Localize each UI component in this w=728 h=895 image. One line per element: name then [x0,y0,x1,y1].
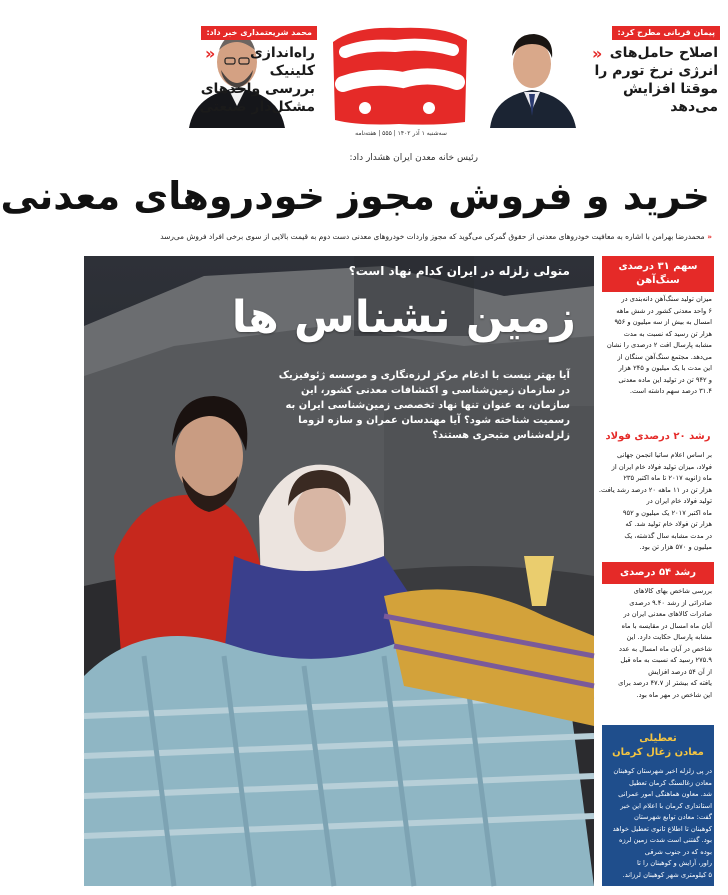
photo-story-line: در سازمان زمین‌شناسی و اکتشافات معدنی کشور، این [300,385,570,396]
sidebar-item-headline [602,562,714,584]
lead-text: محمدرضا بهرامن با اشاره به معافیت خودروهای معدنی از حقوق گمرکی می‌گوید که مجوز واردات خودروهای معدنی دست دوم به قیمت بالایی از سوی برخی افراد فروش می‌رسد [160,232,705,241]
chevron-icon: « [704,232,712,241]
sidebar-body-line: کوهبنان تا اطلاع ثانوی تعطیل خواهد [612,824,712,833]
sidebar-headline-line: رشد ۲۰ درصدی فولاد [605,431,711,442]
sidebar-item-body [598,448,714,554]
photo-story-kicker: متولی زلزله در ایران کدام نهاد است؟ [348,264,570,278]
sidebar-body-line: ۶ واحد معدنی کشور در شش ماهه [616,306,712,315]
teaser-right[interactable] [480,20,720,130]
sidebar-headline-line: رشد ۵۴ درصدی [619,567,697,578]
sidebar-body-line: شد. معاون هماهنگی امور عمرانی [618,790,712,798]
sidebar-headline-line: سهم ۳۱ درصدی [618,261,698,272]
sidebar-body-line: بررسی شاخص بهای کالاهای [633,587,712,595]
photo-story-body [278,368,570,443]
sidebar-headline-line: معادن زغال کرمان [612,747,704,758]
teaser-left[interactable] [77,20,317,130]
sidebar-body-line: ۲۷۵.۹ رسید که نسبت به ماه قبل [620,656,712,664]
sidebar-body-line: صادراتی از رشد ۹.۴۰ درصدی [629,598,712,607]
teaser-left-line: مشکل‌دار صنعتی [199,99,315,115]
sidebar-body-line: میزان تولید سنگ‌آهن دانه‌بندی در [621,295,712,303]
teaser-right-line: اصلاح حامل‌های [609,45,718,61]
sidebar-item[interactable] [602,728,714,881]
teaser-right-kicker: پیمان قربانی مطرح کرد: [612,26,720,40]
sidebar-body-line: استانداری کرمان با اعلام این خبر [620,801,712,810]
sidebar-body-line: معادن زغالسنگ کرمان تعطیل [629,778,712,787]
sidebar-body-line: می‌دهد. مجتمع سنگ‌آهن سنگان از [617,352,712,361]
sidebar-item[interactable] [602,256,714,398]
sidebar-body-line: راور، آرایش و کوهبنان را تا [636,859,712,867]
sidebar-body-line: یافته که بیشتر از ۴۷.۷ درصد برای [618,679,712,687]
sidebar-body-line: هزار تن در ۱۱ ماهه ۲۰ درصد رشد یافت. [598,485,712,494]
chevron-icon: « [205,44,216,63]
sidebar-body-line: شاخص در آبان ماه امسال به عدد [619,644,712,653]
lead-headline[interactable]: خرید و فروش مجوز خودروهای معدنی [0,174,710,218]
sidebar-body-line: ماه اکتبر ۲۰۱۷ یک میلیون و ۹۵۲ [622,508,712,517]
main-photo-story[interactable] [84,256,594,886]
teaser-right-photo [480,20,585,128]
sidebar-item-headline [602,426,714,448]
sidebar-body-line: این شاخص در مهر ماه بود. [636,690,712,699]
photo-story-line: زلزله‌شناس متبحری هستند؟ [432,430,570,441]
sidebar-body-line: ۳۱.۴ درصد سهم داشته است. [629,387,712,395]
sidebar-body-line: از آن ۵۴ درصد افزایش [648,667,712,676]
photo-story-title: زمین‌ نشناس‌ ها [231,292,576,343]
sidebar-headline-line: تعطیلی [639,733,677,744]
sidebar-body-line: مشابه پارسال افت ۲ درصدی را نشان [606,341,712,349]
lead-summary [84,232,712,241]
teaser-right-line: موقتا افزایش [623,81,718,97]
teaser-right-title [590,44,718,116]
sidebar-body-line: این مدت با یک میلیون و ۲۴۵ هزار [618,364,712,372]
sidebar-item-body [602,584,714,701]
sidebar-body-line: صادرات کالاهای معدنی ایران در [623,610,712,618]
teaser-left-line: کلینیک [269,63,315,79]
sidebar-body-line: ۵ کیلومتری شهر کوهبنان لرزاند. [622,870,712,879]
sidebar-item[interactable] [598,426,714,554]
masthead-logo[interactable] [325,22,473,132]
sidebar-body-line: امسال به بیش از سه میلیون و ۹۵۶ [614,318,712,326]
dateline: سه‌شنبه ۱ آذر ۱۴۰۲ | ۵۵۵ | هفته‌نامه [355,130,447,137]
sidebar-body-line: فولاد، میزان تولید فولاد خام ایران از [611,462,712,471]
sidebar-item-headline [602,256,714,292]
photo-story-line: سازمان، به عنوان تنها نهاد تخصصی زمین‌شناسی ایران به [285,400,570,411]
teaser-right-line: می‌دهد [670,99,718,115]
sidebar-item-body [602,764,714,881]
sidebar-item-headline [602,728,714,764]
lead-supertitle: رئیس خانه معدن ایران هشدار داد: [349,153,478,163]
sidebar-body-line: بر اساس اعلام ساتیا انجمن جهانی [616,451,712,459]
teaser-left-title [197,44,315,116]
sidebar-headline-line: سنگ‌آهن [636,275,680,286]
sidebar-body-line: و ۹۴۲ تن در تولید این ماده معدنی [618,375,712,384]
sidebar-body-line: مشابه پارسال حکایت دارد. این [626,633,712,641]
sidebar-body-line: میلیون و ۵۷۰ هزار تن بود. [639,543,712,551]
sidebar-news [598,256,714,886]
sidebar-item[interactable] [602,562,714,701]
photo-story-line: رسمیت شناخته شود؟ آیا مهندسان عمران و سازه لزوما [298,415,570,426]
sidebar-body-line: آبان ماه امسال در مقایسه با ماه [621,621,712,630]
teaser-left-kicker: محمد شریعتمداری خبر داد: [201,26,317,40]
sidebar-body-line: در مدت مشابه سال گذشته، یک [624,531,712,540]
sidebar-body-line: بود. گفتنی است شدت زمین لرزه [618,836,712,844]
sidebar-body-line: ماه ژانویه ۲۰۱۷ تا ماه اکتبر ۲۳۵ [623,474,712,482]
sidebar-body-line: تولید فولاد خام ایران در [646,497,712,505]
sidebar-item-body [602,292,714,398]
sidebar-body-line: در پی زلزله اخیر شهرستان کوهبنان [613,767,712,775]
photo-story-line: آیا بهتر نیست با ادغام مرکز لرزه‌نگاری و موسسه ژئوفیزیک [278,370,570,381]
main-photo [84,256,594,886]
sidebar-body-line: بوده که در جنوب شرقی [644,847,712,856]
teaser-right-line: انرژی نرخ تورم را [594,63,718,79]
teaser-left-line: بررسی واحدهای [200,81,315,97]
sidebar-body-line: هزار تن رسید که نسبت به مدت [623,329,712,338]
sidebar-body-line: هزار تن فولاد خام تولید شد. که [625,520,712,528]
chevron-icon: « [592,44,603,63]
sidebar-body-line: گفت: معادن توابع شهرستان [633,813,712,821]
teaser-left-line: راه‌اندازی [250,45,315,61]
